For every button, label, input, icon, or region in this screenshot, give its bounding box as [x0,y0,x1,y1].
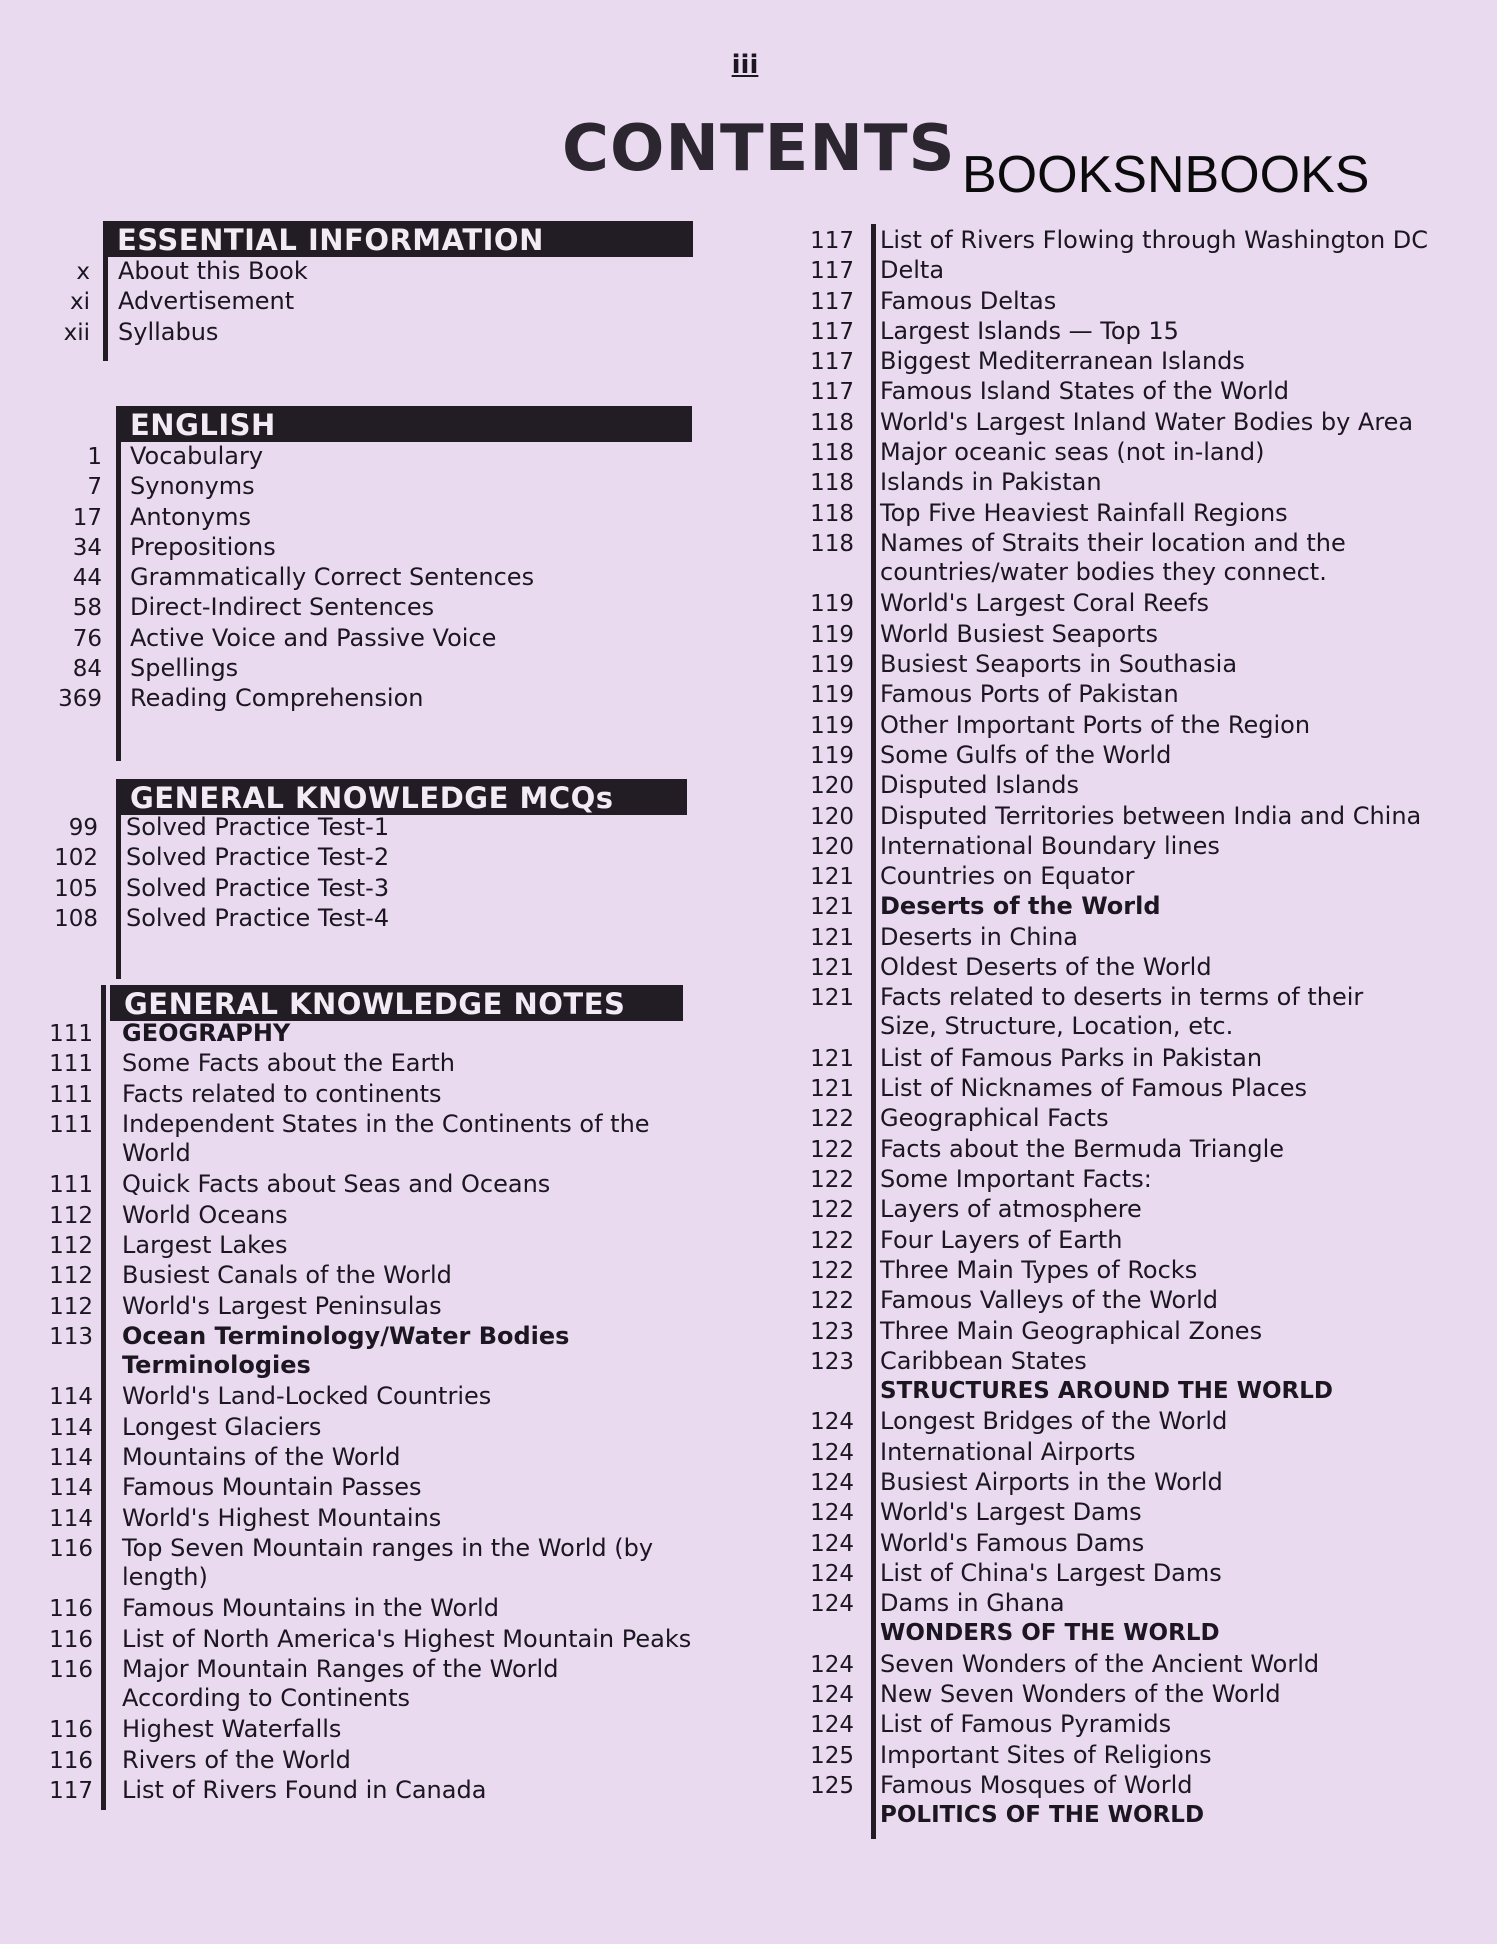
toc-entry-title: Major oceanic seas (not in-land) [880,438,1265,467]
toc-entry-title: International Boundary lines [880,831,1220,860]
toc-page-number: 121 [810,894,854,921]
toc-page-number: 1 [87,444,102,470]
toc-entry-title: World's Land-Locked Countries [122,1382,492,1411]
toc-entry-title: World's Largest Coral Reefs [880,589,1209,618]
toc-page-number: 120 [810,833,854,860]
toc-entry-title: World's Largest Peninsulas [122,1291,442,1320]
toc-entry-title: Quick Facts about Seas and Oceans [122,1170,551,1199]
toc-page-number: 117 [810,258,854,285]
toc-page-number: 111 [49,1172,93,1199]
toc-page-number: 113 [49,1323,93,1350]
toc-entry-title: Top Seven Mountain ranges in the World (by length) [122,1533,654,1591]
toc-page-number: 121 [810,955,854,982]
toc-entry-title: World's Highest Mountains [122,1503,442,1532]
toc-page-number: 119 [810,652,854,679]
toc-entry-title: List of Nicknames of Famous Places [880,1074,1308,1103]
toc-entry-title: Syllabus [118,317,219,346]
toc-entry-title: Famous Valleys of the World [880,1286,1218,1315]
toc-entry-title: Four Layers of Earth [880,1225,1123,1254]
toc-page-number: 114 [49,1475,93,1502]
toc-page-number: 124 [810,1560,854,1587]
toc-entry-title: Dams in Ghana [880,1589,1065,1618]
toc-entry-title: Vocabulary [130,442,264,470]
toc-page-number: 112 [49,1263,93,1290]
toc-entry-title: Three Main Geographical Zones [880,1316,1263,1345]
toc-page-number: 99 [68,815,98,841]
toc-page-number: xi [69,289,90,316]
toc-entry-title: Synonyms [130,472,255,501]
toc-entry-title: Facts related to continents [122,1079,442,1108]
toc-page-number: 44 [72,565,102,592]
toc-page-number: 120 [810,773,854,800]
toc-page-number: 58 [72,595,102,622]
toc-page-number: 111 [49,1051,93,1078]
toc-entry-title: Solved Practice Test-1 [126,813,390,841]
toc-page-number: 76 [72,625,102,652]
toc-entry-title: Direct-Indirect Sentences [130,593,435,622]
toc-page-number: 124 [810,1651,854,1678]
toc-page-number: 124 [810,1682,854,1709]
toc-page-number: 118 [810,530,854,557]
toc-entry-title: STRUCTURES AROUND THE WORLD [880,1378,1334,1405]
toc-page-number: x [76,259,90,285]
toc-entry-title: Spellings [130,654,239,683]
toc-entry-title: List of China's Largest Dams [880,1558,1222,1587]
toc-entry-title: Geographical Facts [880,1104,1109,1133]
toc-page-number: 108 [54,905,98,932]
toc-page-number: 124 [810,1500,854,1527]
toc-page-number: 122 [810,1136,854,1163]
toc-page-number: 124 [810,1591,854,1618]
toc-page-number: xii [63,319,90,346]
toc-page-number: 119 [810,621,854,648]
toc-page-number: 102 [54,845,98,872]
toc-entry-title: Seven Wonders of the Ancient World [880,1649,1320,1678]
toc-page-number: 114 [49,1505,93,1532]
toc-entry-title: List of Rivers Found in Canada [122,1776,487,1805]
toc-entry-title: Major Mountain Ranges of the World According to Continents [122,1654,559,1712]
toc-page-number: 121 [810,864,854,891]
page-number: iii [731,50,759,80]
toc-entry-title: List of Famous Parks in Pakistan [880,1043,1263,1072]
toc-page-number: 112 [49,1202,93,1229]
toc-page-number: 124 [810,1439,854,1466]
toc-page-number: 17 [72,504,102,531]
toc-entry-title: Grammatically Correct Sentences [130,563,535,592]
toc-page-number: 118 [810,500,854,527]
toc-page-number: 111 [49,1111,93,1138]
toc-entry-title: World Oceans [122,1200,288,1229]
toc-entry-title: Famous Mountains in the World [122,1594,499,1623]
toc-page-number: 124 [810,1530,854,1557]
toc-page-number: 112 [49,1293,93,1320]
toc-entry-title: Other Important Ports of the Region [880,710,1311,739]
toc-entry-title: Top Five Heaviest Rainfall Regions [880,498,1288,527]
toc-entry-title: Biggest Mediterranean Islands [880,347,1245,376]
toc-entry-title: Mountains of the World [122,1442,401,1471]
toc-entry-title: Highest Waterfalls [122,1715,342,1744]
toc-page-number: 123 [810,1348,854,1375]
section-heading-essential: ESSENTIAL INFORMATION [103,221,693,257]
toc-page-number: 123 [810,1318,854,1345]
toc-page-number: 117 [810,379,854,406]
toc-entry-title: Busiest Canals of the World [122,1261,452,1290]
toc-page-number: 84 [72,656,102,683]
page-title: CONTENTS [562,112,956,186]
toc-entry-title: GEOGRAPHY [122,1019,291,1047]
toc-page-number: 114 [49,1444,93,1471]
toc-page-number: 118 [810,409,854,436]
toc-entry-title: Rivers of the World [122,1745,351,1774]
toc-page-number: 124 [810,1712,854,1739]
toc-page-number: 7 [87,474,102,501]
toc-page-number: 122 [810,1197,854,1224]
toc-entry-title: Countries on Equator [880,862,1135,891]
toc-entry-title: Famous Mosques of World [880,1770,1193,1799]
toc-page-number: 119 [810,712,854,739]
toc-entry-title: Ocean Terminology/Water Bodies Terminologies [122,1321,570,1379]
toc-page-number: 124 [810,1469,854,1496]
toc-entry-title: Prepositions [130,532,276,561]
toc-entry-title: Names of Straits their location and the countries/water bodies they connect. [880,528,1346,586]
toc-entry-title: Independent States in the Continents of the World [122,1109,650,1167]
toc-entry-title: POLITICS OF THE WORLD [880,1802,1205,1829]
toc-entry-title: Deserts in China [880,922,1078,951]
toc-page-number: 119 [810,591,854,618]
toc-entry-title: Reading Comprehension [130,684,424,713]
toc-entry-title: Solved Practice Test-4 [126,903,390,932]
toc-page-number: 105 [54,875,98,902]
toc-entry-title: Solved Practice Test-2 [126,843,390,872]
toc-page-number: 125 [810,1742,854,1769]
toc-page-number: 116 [49,1656,93,1683]
toc-entry-title: List of Famous Pyramids [880,1710,1172,1739]
toc-page-number: 119 [810,682,854,709]
toc-entry-title: Islands in Pakistan [880,468,1102,497]
toc-page-number: 121 [810,985,854,1012]
toc-entry-title: Three Main Types of Rocks [880,1255,1198,1284]
toc-page-number: 117 [49,1778,93,1805]
toc-entry-title: Solved Practice Test-3 [126,873,390,902]
toc-entry-title: Facts related to deserts in terms of their Size, Structure, Location, etc. [880,983,1364,1041]
toc-entry-title: Advertisement [118,287,295,316]
toc-entry-title: List of Rivers Flowing through Washington DC [880,226,1429,254]
section-rule [871,224,876,1839]
toc-page-number: 119 [810,742,854,769]
toc-page-number: 114 [49,1414,93,1441]
toc-page-number: 117 [810,228,854,254]
toc-entry-title: Antonyms [130,502,252,531]
toc-entry-title: Largest Lakes [122,1230,288,1259]
toc-entry-title: Disputed Territories between India and China [880,801,1422,830]
toc-page-number: 122 [810,1227,854,1254]
section-heading-mcqs: GENERAL KNOWLEDGE MCQs [116,779,687,815]
toc-entry-title: World's Largest Inland Water Bodies by Area [880,407,1414,436]
toc-entry-title: Disputed Islands [880,771,1080,800]
toc-page-number: 114 [49,1384,93,1411]
watermark: BOOKSNBOOKS [962,146,1370,204]
toc-entry-title: WONDERS OF THE WORLD [880,1620,1220,1647]
toc-page-number: 122 [810,1257,854,1284]
toc-page-number: 122 [810,1106,854,1133]
toc-page-number: 116 [49,1717,93,1744]
toc-page-number: 117 [810,288,854,315]
section-rule [101,985,106,1810]
toc-page-number: 121 [810,1076,854,1103]
toc-page-number: 120 [810,803,854,830]
toc-entry-title: Longest Glaciers [122,1412,322,1441]
section-heading-english: ENGLISH [116,406,692,442]
toc-entry-title: Busiest Airports in the World [880,1467,1223,1496]
toc-page-number: 124 [810,1409,854,1436]
toc-entry-title: Famous Mountain Passes [122,1473,422,1502]
toc-page-number: 111 [49,1021,93,1047]
toc-page-number: 111 [49,1081,93,1108]
toc-entry-title: Famous Ports of Pakistan [880,680,1179,709]
toc-page-number: 122 [810,1288,854,1315]
toc-page-number: 369 [58,686,102,713]
toc-page-number: 116 [49,1626,93,1653]
toc-entry-title: Famous Island States of the World [880,377,1289,406]
toc-entry-title: World's Largest Dams [880,1498,1142,1527]
toc-page-number: 122 [810,1167,854,1194]
toc-page-number: 116 [49,1747,93,1774]
toc-entry-title: Largest Islands — Top 15 [880,316,1179,345]
toc-page-number: 112 [49,1232,93,1259]
toc-entry-title: World's Famous Dams [880,1528,1145,1557]
toc-page-number: 116 [49,1535,93,1562]
toc-entry-title: Layers of atmosphere [880,1195,1142,1224]
toc-entry-title: List of North America's Highest Mountain Peaks [122,1624,692,1653]
toc-entry-title: Caribbean States [880,1346,1087,1375]
toc-entry-title: Oldest Deserts of the World [880,953,1212,982]
toc-page-number: 34 [72,534,102,561]
section-rule [116,406,121,761]
toc-page-number: 118 [810,470,854,497]
toc-entry-title: International Airports [880,1437,1136,1466]
toc-entry-title: Famous Deltas [880,286,1057,315]
toc-page-number: 116 [49,1596,93,1623]
toc-entry-title: Some Facts about the Earth [122,1049,455,1078]
toc-page-number: 121 [810,924,854,951]
toc-entry-title: Facts about the Bermuda Triangle [880,1134,1285,1163]
toc-entry-title: Delta [880,256,945,285]
section-rule [116,779,121,979]
toc-entry-title: World Busiest Seaports [880,619,1158,648]
toc-page-number: 117 [810,318,854,345]
toc-entry-title: Active Voice and Passive Voice [130,623,497,652]
toc-page-number: 118 [810,440,854,467]
toc-page-number: 125 [810,1772,854,1799]
toc-entry-title: New Seven Wonders of the World [880,1680,1281,1709]
toc-entry-title: About this Book [118,257,308,285]
toc-entry-title: Busiest Seaports in Southasia [880,650,1238,679]
toc-entry-title: Some Important Facts: [880,1165,1152,1194]
toc-page-number: 121 [810,1045,854,1072]
section-rule [103,221,108,361]
toc-entry-title: Important Sites of Religions [880,1740,1212,1769]
toc-page-number: 117 [810,349,854,376]
toc-entry-title: Longest Bridges of the World [880,1407,1228,1436]
section-heading-notes: GENERAL KNOWLEDGE NOTES [110,985,683,1021]
toc-entry-title: Some Gulfs of the World [880,740,1172,769]
toc-entry-title: Deserts of the World [880,892,1161,921]
